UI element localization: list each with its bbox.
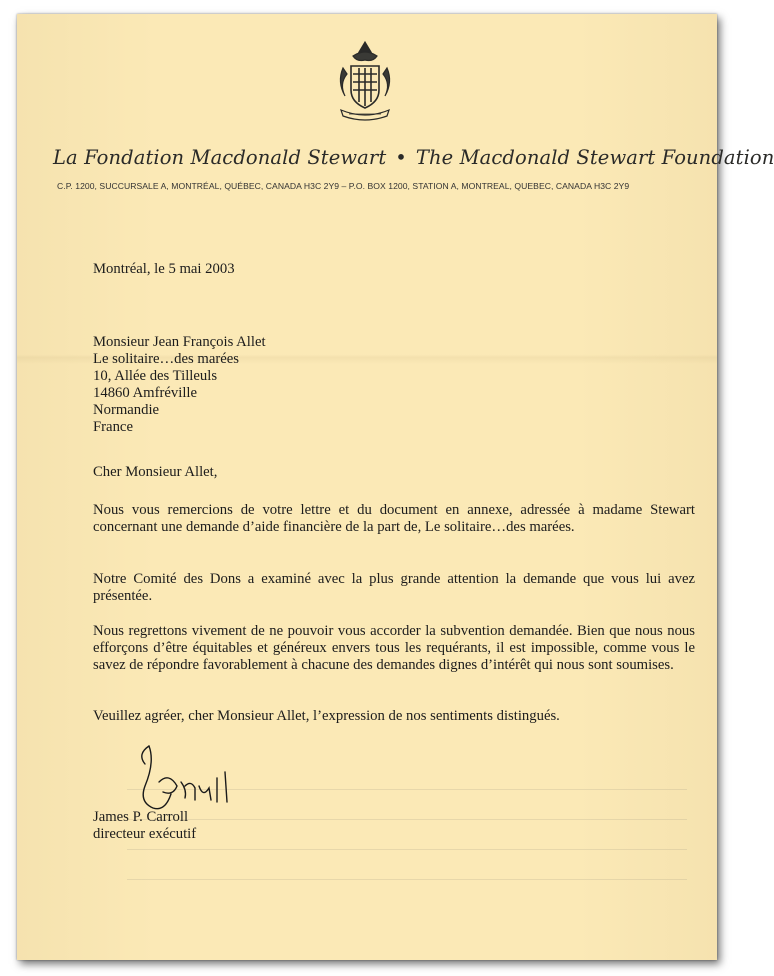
recipient-line: Normandie [93,402,160,418]
recipient-line: Monsieur Jean François Allet [93,334,266,350]
header-separator: • [395,146,407,169]
closing-line: Veuillez agréer, cher Monsieur Allet, l’expression de nos sentiments distingués. [93,708,560,724]
coat-of-arms-icon [335,38,395,124]
recipient-address [93,334,266,436]
foundation-name-en: The Macdonald Stewart Foundation [415,146,774,169]
foundation-name-fr: La Fondation Macdonald Stewart [53,146,387,169]
signer-title: directeur exécutif [93,826,197,842]
paragraph: Nous regrettons vivement de ne pouvoir vous accorder la subvention demandée. Bien que nous nous efforçons d’être équitables et généreux envers tous les requérants, il est impossible, comme vous le savez de répondre favorablement à chacune des demandes dignes d’intérêt qui nous sont soumises. [93,623,695,673]
paragraph: Nous vous remercions de votre lettre et du document en annexe, adressée à madame Stewart concernant une demande d’aide financière de la part de, Le solitaire…des marées. [93,502,695,535]
signer-name: James P. Carroll [93,809,189,825]
recipient-line: 10, Allée des Tilleuls [93,368,218,384]
foundation-name [53,146,774,169]
letter-page [17,14,774,960]
paragraph: Notre Comité des Dons a examiné avec la plus grande attention la demande que vous lui avez présentée. [93,571,695,604]
salutation: Cher Monsieur Allet, [93,464,218,480]
letter-date: Montréal, le 5 mai 2003 [93,261,235,277]
recipient-line: 14860 Amfréville [93,385,198,401]
foundation-address: C.P. 1200, SUCCURSALE A, MONTRÉAL, QUÉBEC, CANADA H3C 2Y9 – P.O. BOX 1200, STATION A, MONTREAL, QUEBEC, CANADA H3C 2Y9 [57,181,630,191]
recipient-line: Le solitaire…des marées [93,351,240,367]
recipient-line: France [93,419,133,435]
